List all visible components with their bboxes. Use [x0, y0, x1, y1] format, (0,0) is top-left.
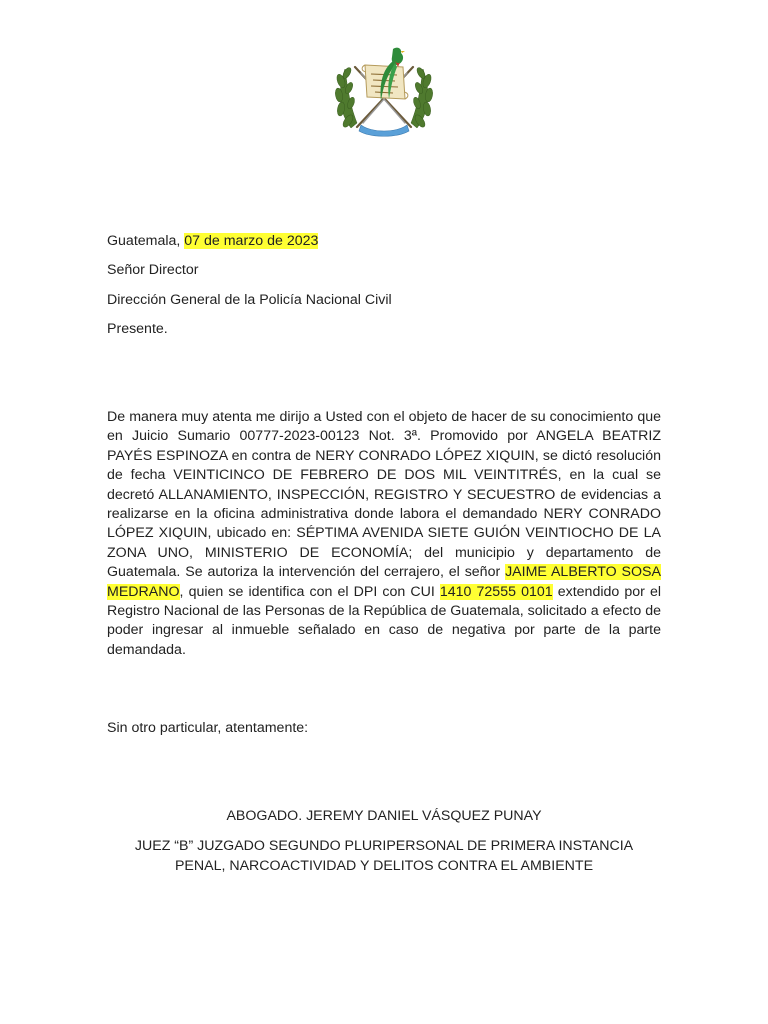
body-text-part1: De manera muy atenta me dirijo a Usted con el objeto de hacer de su conocimiento que en Juicio Sumario 00777-2023-00123 Not. 3ª. Promovido por ANGELA BEATRIZ PAYÉS ESPINOZA en contra de NERY CONRADO LÓPEZ XIQUIN, se dictó resolución de fecha VEINTICINCO DE FEBRERO DE DOS MIL VEINTITRÉS, en la cual se decretó ALLANAMIENTO, INSPECCIÓN, REGISTRO Y SECUESTRO de evidencias a realizarse en la oficina administrativa donde labora el demandado NERY CONRADO LÓPEZ XIQUIN, ubicado en: SÉPTIMA AVENIDA SIETE GUIÓN VEINTIOCHO DE LA ZONA UNO, MINISTERIO DE ECONOMÍA; del municipio y departamento de Guatemala. Se autoriza la intervención del cerrajero, el señor: [107, 409, 661, 581]
body-paragraph: [107, 408, 661, 660]
signature-position-line2: PENAL, NARCOACTIVIDAD Y DELITOS CONTRA EL AMBIENTE: [174, 858, 594, 874]
recipient-organization: Dirección General de la Policía Nacional Civil: [107, 292, 392, 308]
guatemala-coat-of-arms-icon: [331, 43, 437, 141]
place-text: Guatemala,: [107, 233, 185, 249]
body-text-part2: , quien se identifica con el DPI con CUI: [179, 583, 440, 600]
closing-line: Sin otro particular, atentamente:: [107, 720, 309, 736]
signature-position-line1: JUEZ “B” JUZGADO SEGUNDO PLURIPERSONAL DE PRIMERA INSTANCIA: [134, 838, 634, 854]
recipient-title: Señor Director: [107, 262, 199, 278]
signature-name: ABOGADO. JEREMY DANIEL VÁSQUEZ PUNAY: [226, 808, 542, 824]
letter-date: 07 de marzo de 2023: [184, 233, 319, 249]
locksmith-name: JAIME ALBERTO SOSA MEDRANO: [107, 564, 661, 600]
presente-text: Presente.: [107, 321, 168, 337]
body-text-part3: extendido por el Registro Nacional de las Personas de la República de Guatemala, solicitado a efecto de poder ingresar al inmueble señalado en caso de negativa por parte de la parte demandada.: [107, 583, 661, 658]
place-date-line: [107, 232, 318, 251]
cui-number: 1410 72555 0101: [439, 583, 553, 600]
